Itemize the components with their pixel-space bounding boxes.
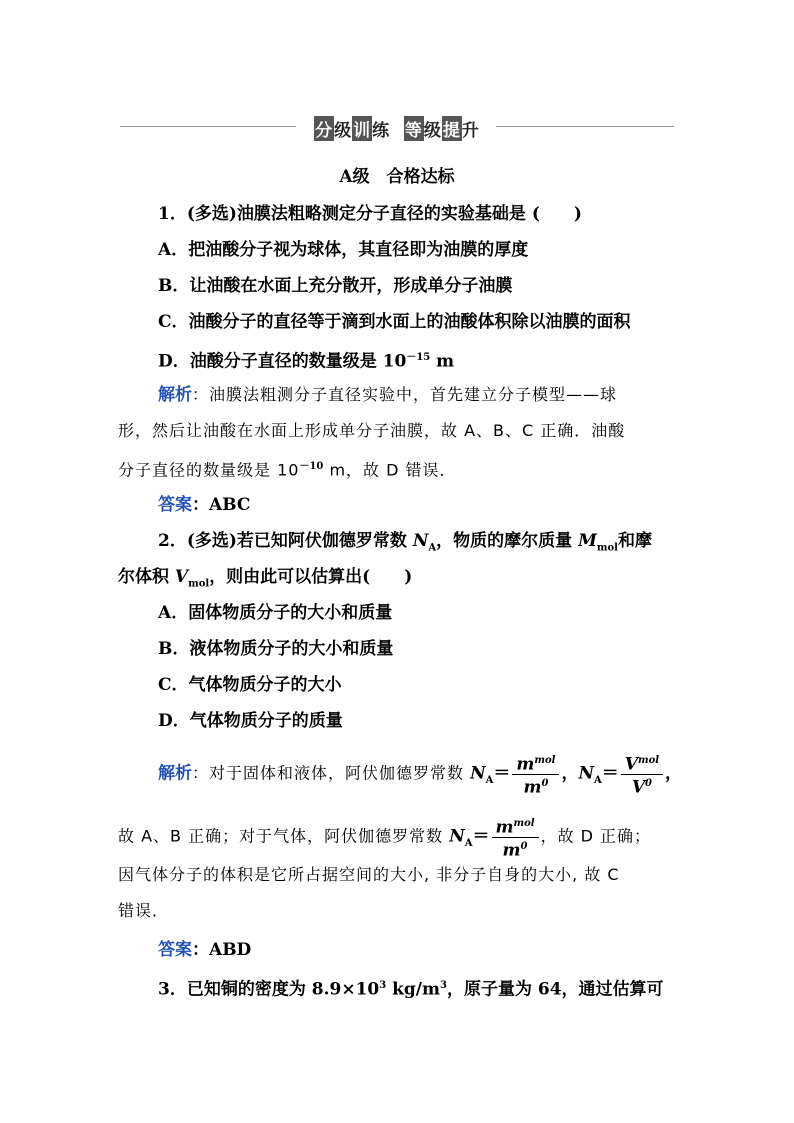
q2-explanation-line3: 因气体分子的体积是它所占据空间的大小, 非分子自身的大小, 故 C xyxy=(118,865,620,884)
explanation-tag: 解析 xyxy=(158,385,192,405)
banner-rule-left xyxy=(120,126,296,127)
q2-answer: 答案：ABD xyxy=(158,940,252,960)
q1-explanation-line1: 解析：油膜法粗测分子直径实验中，首先建立分子模型——球 xyxy=(158,385,618,405)
q2-option-d: D．气体物质分子的质量 xyxy=(158,711,343,731)
section-title: A级 合格达标 xyxy=(339,167,455,187)
fraction-vmol-v0: $\frac{V^{mol}}{V^0}$ xyxy=(621,752,663,796)
q1-option-c: C．油酸分子的直径等于滴到水面上的油酸体积除以油膜的面积 xyxy=(158,312,631,332)
q2-explanation-line2: 故 A、B 正确；对于气体，阿伏伽德罗常数 $N_A=$ $\frac{m^{mol}}{m^0}$ ，故 D 正确； xyxy=(118,815,651,859)
q2-stem-line2: 尔体积 $V_{mol}$，则由此可以估算出( ) xyxy=(118,567,413,590)
answer-tag: 答案 xyxy=(158,940,192,960)
section-banner xyxy=(120,112,674,142)
answer-tag: 答案 xyxy=(158,495,192,515)
q1-explanation-line2: 形，然后让油酸在水面上形成单分子油膜，故 A、B、C 正确．油酸 xyxy=(118,421,626,440)
q2-stem-line1: 2．(多选)若已知阿伏伽德罗常数 $N_A$，物质的摩尔质量 $M_{mol}$和摩 xyxy=(158,531,652,554)
q1-option-b: B．让油酸在水面上充分散开，形成单分子油膜 xyxy=(158,276,513,296)
q1-option-d: D．油酸分子直径的数量级是 $10^{-15}$ m xyxy=(158,351,455,372)
q1-stem: 1．(多选)油膜法粗略测定分子直径的实验基础是 ( ) xyxy=(158,204,582,224)
q2-explanation-line4: 错误． xyxy=(118,901,170,920)
q3-stem: 3．已知铜的密度为 $8.9\times 10^3$ $kg/m^3$，原子量为 64，通过估算可 xyxy=(158,979,664,1000)
q2-option-b: B．液体物质分子的大小和质量 xyxy=(158,639,394,659)
banner-rule-right xyxy=(496,126,674,127)
q1-explanation-line3: 分子直径的数量级是 $10^{-10}$ m，故 D 错误． xyxy=(118,460,457,480)
explanation-tag: 解析 xyxy=(158,763,192,784)
q2-option-c: C．气体物质分子的大小 xyxy=(158,675,342,695)
q1-option-a: A．把油酸分子视为球体，其直径即为油膜的厚度 xyxy=(158,240,529,260)
fraction-mmol-m0-gas: $\frac{m^{mol}}{m^0}$ xyxy=(492,815,539,859)
banner-title: 分级训练 等级提升 xyxy=(302,116,492,141)
q2-option-a: A．固体物质分子的大小和质量 xyxy=(158,603,393,623)
q1-answer: 答案：ABC xyxy=(158,495,251,515)
q2-explanation-line1: 解析：对于固体和液体，阿伏伽德罗常数 $N_A=$ $\frac{m^{mol}}{m^0}$ ，$N_A=$ $\frac{V^{mol}}{V^0}$ ， xyxy=(158,752,682,796)
fraction-mmol-m0: $\frac{m^{mol}}{m^0}$ xyxy=(512,752,559,796)
